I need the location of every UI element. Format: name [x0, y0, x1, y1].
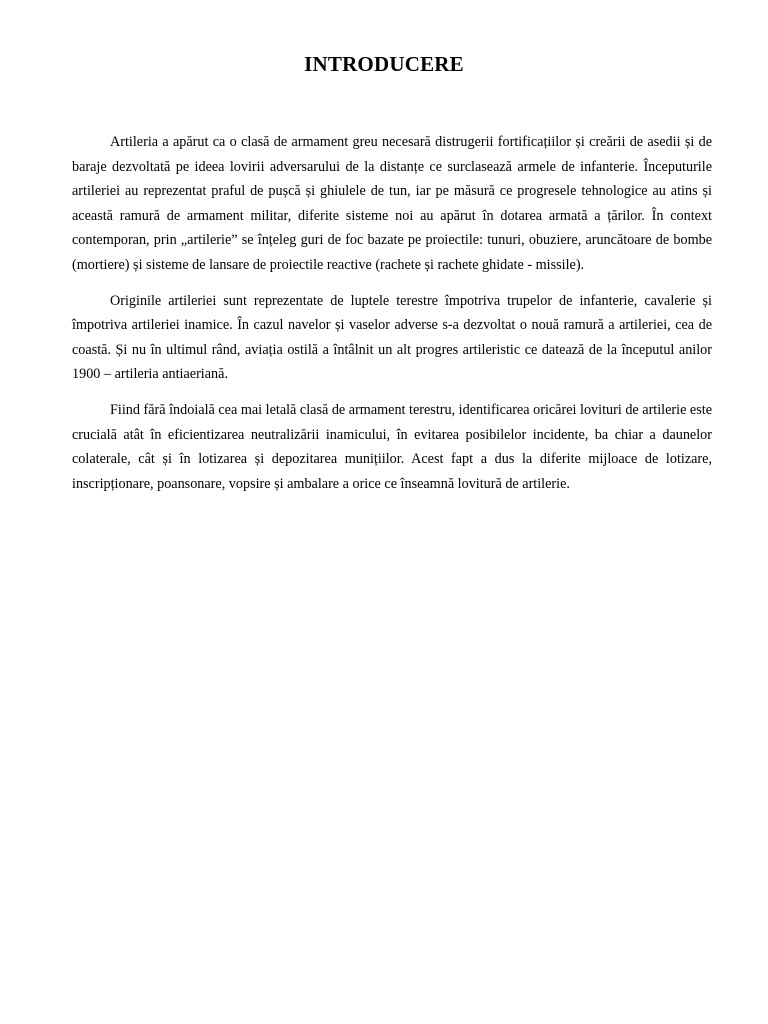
- document-body: [72, 130, 712, 507]
- page-title: INTRODUCERE: [304, 52, 464, 76]
- paragraph-2: Originile artileriei sunt reprezentate de luptele terestre împotriva trupelor de infanterie, cavalerie și împotriva artileriei inamice. În cazul navelor și vaselor adverse s-a dezvoltat o nouă ramură a artileriei, cea de coastă. Și nu în ultimul rând, aviația ostilă a întâlnit un alt progres artileristic ce datează de la începutul anilor 1900 – artileria antiaeriană.: [72, 292, 712, 383]
- paragraph-3: Fiind fără îndoială cea mai letală clasă de armament terestru, identificarea oricărei lovituri de artilerie este crucială atât în eficientizarea neutralizării inamicului, în evitarea posibilelor incidente, ba chiar a daunelor colaterale, cât și în lotizarea și depozitarea munițiilor. Acest fapt a dus la diferite mijloace de lotizare, inscripționare, poansonare, vopsire și ambalare a orice ce înseamnă lovitură de artilerie.: [72, 401, 712, 492]
- paragraph-1: Artileria a apărut ca o clasă de armament greu necesară distrugerii fortificațiilor și creării de asedii și de baraje dezvoltată pe ideea lovirii adversarului de la distanțe ce surclasează armele de infanterie. Începuturile artileriei au reprezentat praful de pușcă și ghiulele de tun, iar pe măsură ce progresele tehnologice au atins și această ramură de armament militar, diferite sisteme noi au apărut în dotarea armată a țărilor. În context contemporan, prin „artilerie” se înțeleg guri de foc bazate pe proiectile: tunuri, obuziere, aruncătoare de bombe (mortiere) și sisteme de lansare de proiectile reactive (rachete și rachete ghidate - missile).: [72, 134, 712, 273]
